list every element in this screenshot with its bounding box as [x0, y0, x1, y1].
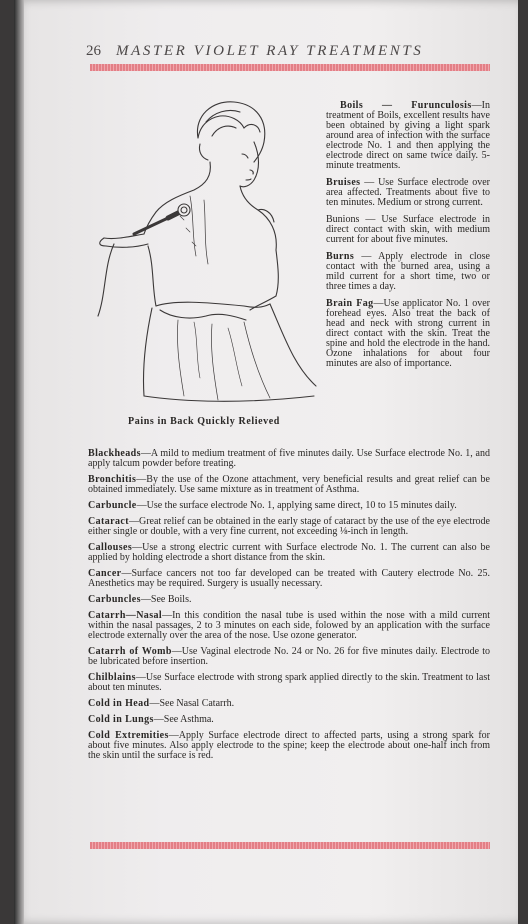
entry-text: —Use the surface electrode No. 1, applying same direct, 10 to 15 minutes daily.	[136, 500, 457, 511]
entry-term: Boils — Furunculosis	[340, 100, 472, 111]
entry-carbuncles	[88, 595, 490, 605]
entry-text: —See Boils.	[140, 594, 192, 605]
entry-text: —Use Vaginal electrode No. 24 or No. 26 for five minutes daily. Electrode to be lubricated before insertion.	[88, 646, 490, 667]
entry-term: Cataract	[88, 516, 129, 527]
entry-carbuncle	[88, 501, 490, 511]
entry-text: —Use applicator No. 1 over forehead eyes. Also treat the back of head and neck with strong current in direct contact with the skin. Treat the spine and hold the electrode in the hand. Ozone inhalations for about four minutes are also of importance.	[326, 298, 490, 369]
entry-text: —In this condition the nasal tube is used within the nose with a mild current within the nasal passages, 2 to 3 minutes on each side, folowed by an application with the surface electrode externally over the area of the nose. Use ozone generator.	[88, 610, 490, 641]
entry-term: Chilblains	[88, 672, 136, 683]
entry-term: Bunions	[326, 214, 360, 225]
entry-text: — Apply electrode in close contact with the burned area, using a mild current for a short time, two or three times a day.	[326, 251, 490, 292]
entry-cataract	[88, 517, 490, 537]
entry-text: —Apply Surface electrode direct to affected parts, using a strong spark for about five minutes. Also apply electrode to the spine; keep the electrode about one-half inch from the skin until the surface is red.	[88, 730, 490, 761]
entry-cold-extremities	[88, 731, 490, 761]
entry-term: Catarrh—Nasal	[88, 610, 163, 621]
entry-text: —See Asthma.	[153, 714, 214, 725]
entry-text: — Use Surface electrode over area affected. Treatments about five to ten minutes. Medium or strong current.	[326, 177, 490, 208]
entry-catarrh-nasal	[88, 611, 490, 641]
entry-cold-in-head	[88, 699, 490, 709]
entry-term: Burns	[326, 251, 355, 262]
entry-text: —By the use of the Ozone attachment, very beneficial results and great relief can be obtained immediately. Use same mixture as in treatment of Asthma.	[88, 474, 490, 495]
woman-treatment-illustration	[94, 96, 322, 412]
figure-caption: Pains in Back Quickly Relieved	[128, 416, 280, 427]
entry-term: Catarrh of Womb	[88, 646, 172, 657]
entry-text: —In treatment of Boils, excellent results have been obtained by giving a light spark around area of infection with the surface electrode No. 1 and then applying the electrode direct on same twice daily. 5-minute treatments.	[326, 100, 490, 171]
bottom-decorative-rule	[90, 842, 490, 849]
entry-text: —Use a strong electric current with Surface electrode No. 1. The current can also be applied by holding electrode a short distance from the skin.	[88, 542, 490, 563]
entry-term: Cold Extremities	[88, 730, 169, 741]
entry-term: Cancer	[88, 568, 122, 579]
entry-text: —Surface cancers not too far developed can be treated with Cautery electrode No. 25. Anesthetics may be required. Surgery is usually necessary.	[88, 568, 490, 589]
entry-bruises	[326, 178, 490, 208]
entry-text: —Use Surface electrode with strong spark applied directly to the skin. Treatment to last about ten minutes.	[88, 672, 490, 693]
right-column-text	[326, 101, 490, 376]
entry-bronchitis	[88, 475, 490, 495]
entry-brain-fag	[326, 299, 490, 369]
entry-cold-in-lungs	[88, 715, 490, 725]
entry-text: —Great relief can be obtained in the early stage of cataract by the use of the eye electrode either single or double, with a very fine current, not exceeding ⅛-inch in length.	[88, 516, 490, 537]
entry-term: Cold in Lungs	[88, 714, 154, 725]
entry-term: Bruises	[326, 177, 361, 188]
running-title: MASTER VIOLET RAY TREATMENTS	[116, 43, 424, 59]
main-entries	[88, 449, 490, 767]
entry-term: Brain Fag	[326, 298, 374, 309]
entry-boils	[326, 101, 490, 171]
book-page	[14, 0, 518, 924]
entry-term: Cold in Head	[88, 698, 150, 709]
entry-term: Bronchitis	[88, 474, 137, 485]
top-decorative-rule	[90, 64, 490, 71]
entry-callouses	[88, 543, 490, 563]
entry-burns	[326, 252, 490, 292]
entry-text: —See Nasal Catarrh.	[149, 698, 235, 709]
entry-blackheads	[88, 449, 490, 469]
entry-term: Carbuncles	[88, 594, 141, 605]
entry-term: Callouses	[88, 542, 133, 553]
entry-bunions	[326, 215, 490, 245]
entry-catarrh-womb	[88, 647, 490, 667]
entry-cancer	[88, 569, 490, 589]
page-number: 26	[86, 43, 101, 59]
entry-text: —A mild to medium treatment of five minutes daily. Use Surface electrode No. 1, and apply talcum powder before treating.	[88, 448, 490, 469]
entry-chilblains	[88, 673, 490, 693]
entry-text: — Use Surface electrode in direct contact with skin, with medium current for about five minutes.	[326, 214, 490, 245]
entry-term: Blackheads	[88, 448, 141, 459]
page-header	[86, 43, 486, 61]
entry-term: Carbuncle	[88, 500, 137, 511]
